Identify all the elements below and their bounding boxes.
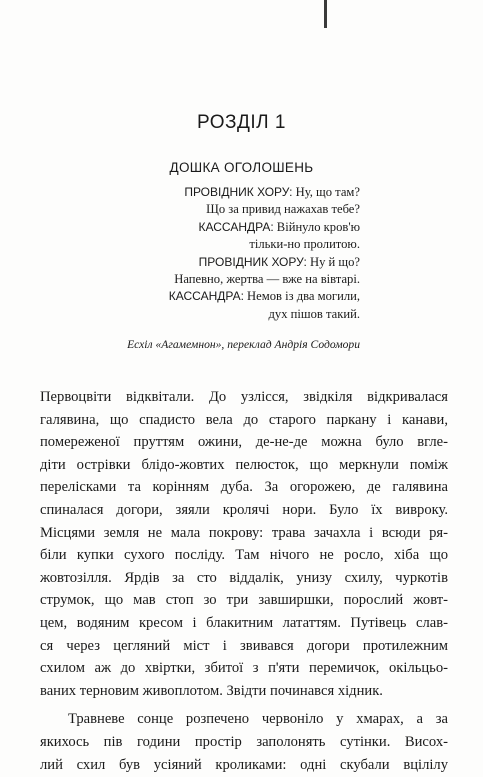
body-text [40,386,448,776]
chapter-title: РОЗДІЛ 1 [197,112,286,133]
text-line: схилом аж до хвіртки, збитої з п'яти перемичок, окільцьо- [40,660,448,677]
text-line: лий схил був усіяний кроликами: одні скубали вцілілу [40,756,448,773]
section-title: ДОШКА ОГОЛОШЕНЬ [169,160,314,175]
epigraph-line: ПРОВІДНИК ХОРУ: Ну, що там? [184,185,360,199]
paragraph-1 [40,386,448,702]
text-line: помереженої пруттям ожини, де-не-де можна було вгле- [40,434,448,451]
text-line: жовтозілля. Ярдів за сто віддалік, унизу схилу, чуркотів [40,569,448,586]
text-line: Травневе сонце розпечено червоніло у хмарах, а за [68,711,448,728]
text-line: ся через цегляний міст і звивався догори протилежним [40,637,448,654]
text-line: біли купки сухого посліду. Там нічого не росло, хіба що [40,547,448,564]
paragraph-2 [40,708,448,776]
text-line: струмок, що мав стоп зо три завширшки, порослий жовт- [40,592,448,609]
epigraph-line: КАССАНДРА: Війнуло кров'ю [198,219,360,234]
epigraph-line: дух пішов такий. [268,306,360,321]
epigraph-line: Напевно, жертва — вже на вівтарі. [174,272,360,287]
epigraph-line: Що за привид нажахав тебе? [206,202,360,217]
epigraph-line: ПРОВІДНИК ХОРУ: Ну й що? [198,254,360,269]
text-line: діти острівки блідо-жовтих пелюсток, що меркнули поміж [40,456,448,473]
speaker-name: ПРОВІДНИК ХОРУ: [198,254,307,269]
epigraph-line: тільки-но пролитою. [249,237,360,252]
text-line: Місцями земля не мала покрову: трава зачахла і всюди ря- [40,524,448,541]
epigraph [60,184,360,323]
page-edge-mark [324,0,327,28]
text-line: спиналася догори, зяяли кролячі нори. Було їх вивроку. [40,501,448,518]
epigraph-attribution: Есхіл «Агамемнон», переклад Андрія Содомори [127,338,360,351]
speaker-name: КАССАНДРА: [198,219,274,234]
text-line: якихось пів години простір заполонять сутінки. Висох- [40,733,448,750]
epigraph-line: КАССАНДРА: Немов із два могили, [168,289,360,304]
text-line: цем, водяним кресом і блакитним лататтям. Путівець слав- [40,614,448,631]
text-line: галявина, що спадисто вела до старого паркану і канави, [40,411,448,428]
text-line: Первоцвіти відквітали. До узлісся, звідкіля відкривалася [40,389,448,405]
text-line: ваних терновим живоплотом. Звідти починався хідник. [40,682,383,699]
speaker-name: КАССАНДРА: [168,289,244,304]
text-line: перелісками та корінням дуба. За огорожею, де галявина [40,479,448,496]
speaker-name: ПРОВІДНИК ХОРУ: [184,185,293,199]
